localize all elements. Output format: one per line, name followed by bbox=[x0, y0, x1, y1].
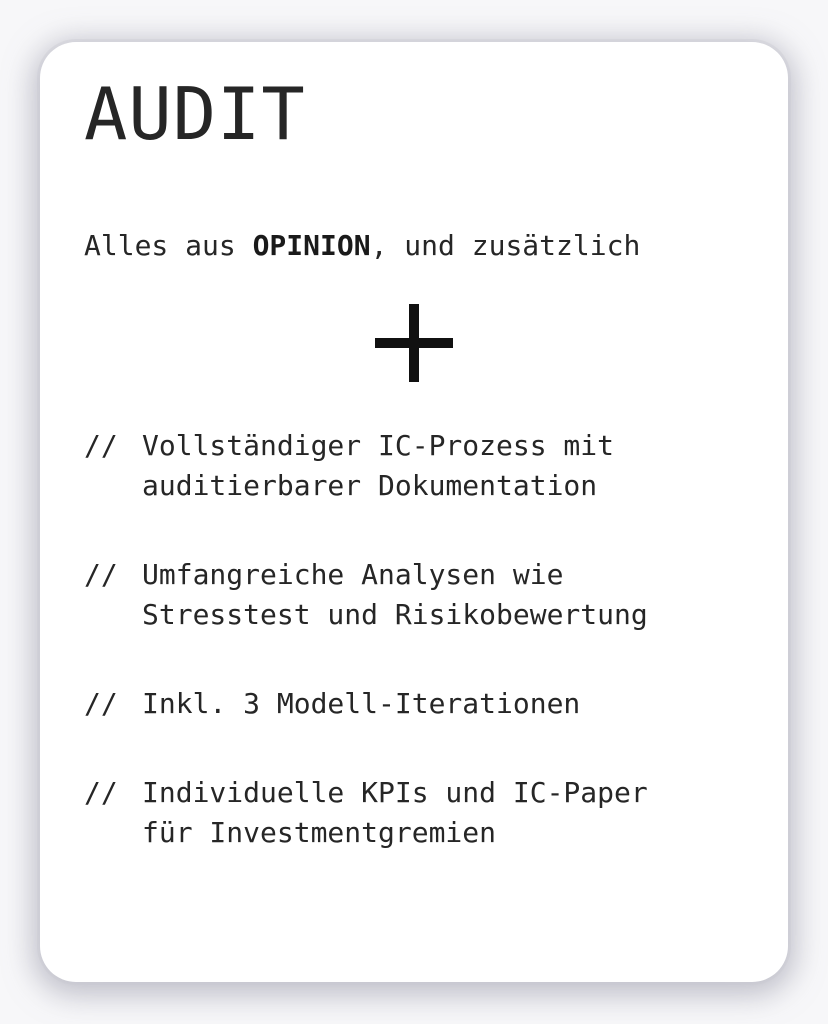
feature-item bbox=[84, 555, 764, 635]
feature-item bbox=[84, 773, 764, 853]
bullet-marker: // bbox=[84, 687, 118, 720]
feature-item bbox=[84, 426, 764, 506]
intro-suffix: , und zusätzlich bbox=[370, 229, 641, 262]
card-intro bbox=[84, 229, 641, 262]
feature-text-line: Inkl. 3 Modell-Iterationen bbox=[142, 687, 581, 720]
bullet-marker: // bbox=[84, 558, 118, 591]
feature-list bbox=[84, 426, 764, 853]
intro-highlight: OPINION bbox=[252, 229, 371, 262]
intro-prefix: Alles aus bbox=[84, 229, 253, 262]
plus-icon bbox=[375, 304, 453, 382]
feature-text-line: für Investmentgremien bbox=[142, 816, 497, 849]
feature-text-line: Stresstest und Risikobewertung bbox=[142, 598, 648, 631]
bullet-marker: // bbox=[84, 776, 118, 809]
feature-text-line: Individuelle KPIs und IC-Paper bbox=[142, 776, 648, 809]
card-title: AUDIT bbox=[84, 72, 306, 156]
feature-text-line: auditierbarer Dokumentation bbox=[142, 469, 598, 502]
feature-text-line: Vollständiger IC-Prozess mit bbox=[142, 429, 615, 462]
bullet-marker: // bbox=[84, 429, 118, 462]
feature-item bbox=[84, 684, 764, 724]
feature-text-line: Umfangreiche Analysen wie bbox=[142, 558, 564, 591]
pricing-card-audit bbox=[40, 42, 788, 982]
